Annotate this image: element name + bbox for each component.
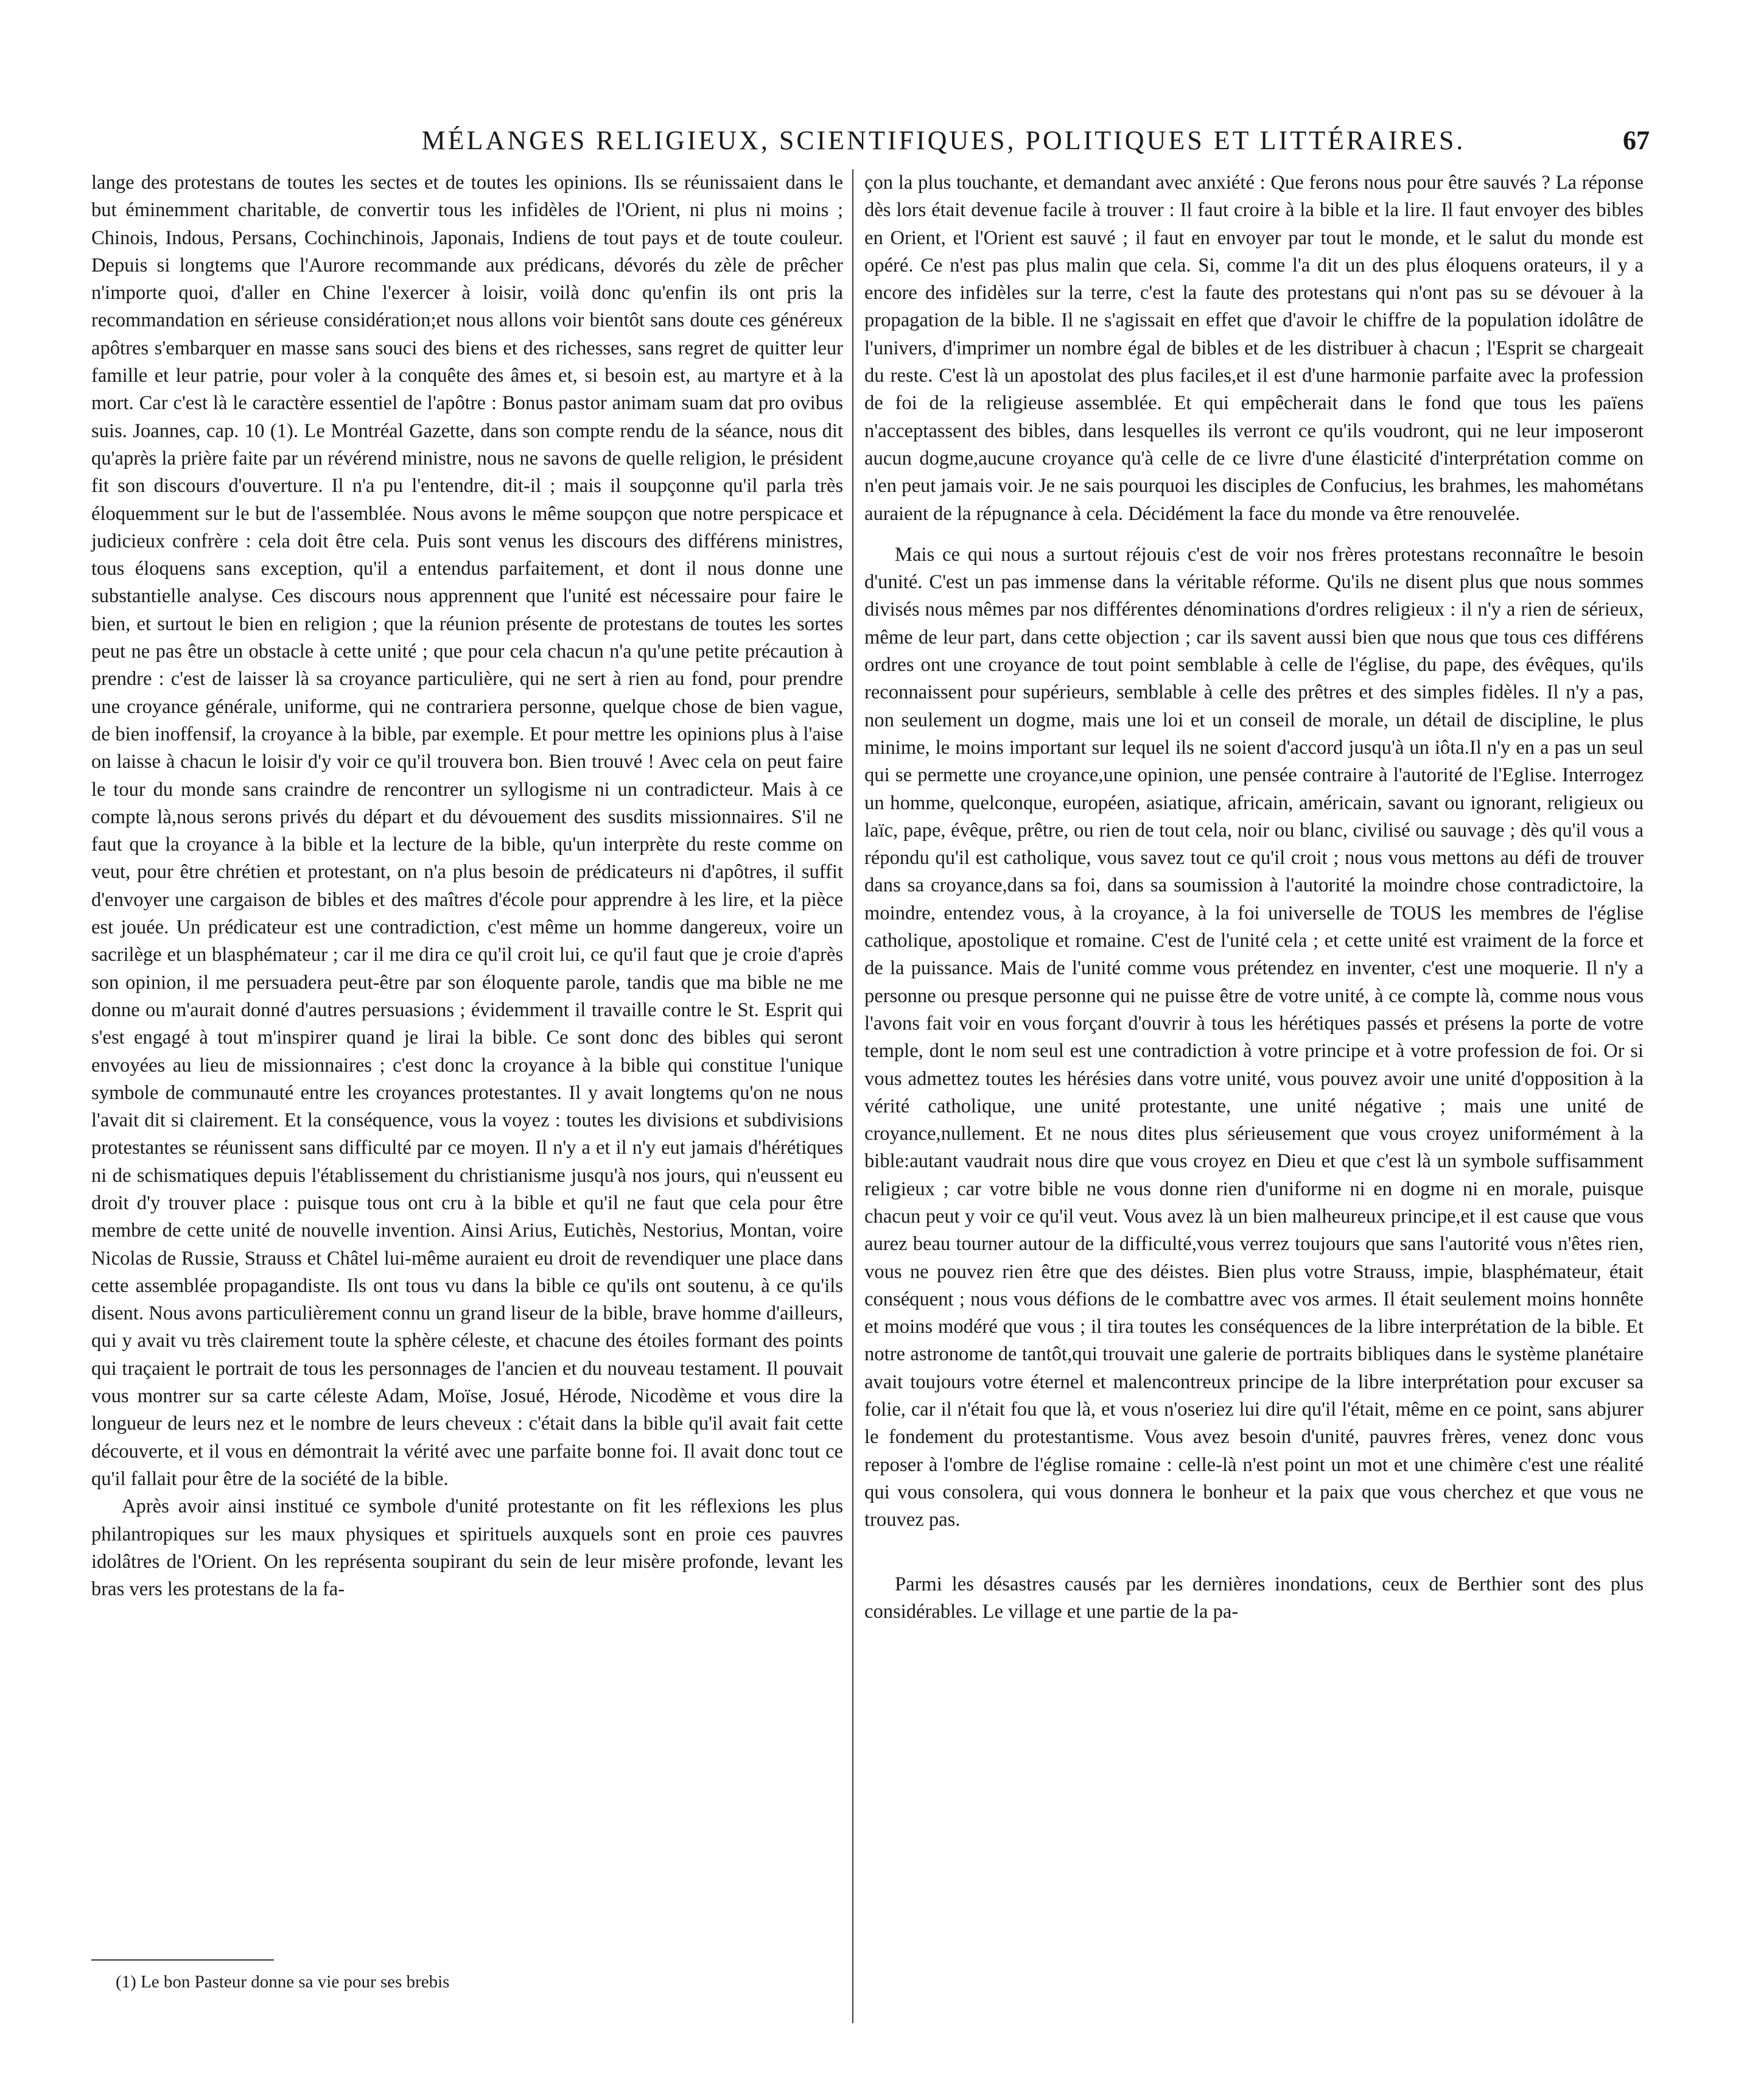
left-column	[91, 169, 843, 2008]
left-paragraph-1: lange des protestans de toutes les sectes et de toutes les opinions. Ils se réunissaient dans le but éminemment charitable, de convertir tous les infidèles de l'Orient, ni plus ni moins ; Chinois, Indous, Persans, Cochinchinois, Japonais, Indiens de tout pays et de toute couleur. Depuis si longtems que l'Aurore recommande aux prédicans, dévorés du zèle de prêcher n'importe quoi, d'aller en Chine l'exercer à loisir, voilà donc qu'enfin ils ont pris la recommandation en sérieuse considération;et nous allons voir bientôt sans doute ces généreux apôtres s'embarquer en masse sans souci des biens et des richesses, sans regret de quitter leur famille et leur patrie, pour voler à la conquête des âmes et, si besoin est, au martyre et à la mort. Car c'est là le caractère essentiel de l'apôtre : Bonus pastor animam suam dat pro ovibus suis. Joannes, cap. 10 (1). Le Montréal Gazette, dans son compte rendu de la séance, nous dit qu'après la prière faite par un révérend ministre, nous ne savons de quelle religion, le président fit son discours d'ouverture. Il n'a pu l'entendre, dit-il ; mais il soupçonne qu'il parla très éloquemment sur le but de l'assemblée. Nous avons le même soupçon que notre perspicace et judicieux confrère : cela doit être cela. Puis sont venus les discours des différens ministres, tous éloquens sans exception, qu'il a entendus parfaitement, et dont il nous donne une substantielle analyse. Ces discours nous apprennent que l'unité est nécessaire pour faire le bien, et surtout le bien en religion ; que la réunion présente de protestans de toutes les sortes peut ne pas être un obstacle à cette unité ; que pour cela chacun n'a qu'une petite précaution à prendre : c'est de laisser là sa croyance particulière, qui ne sert à rien au fond, pour prendre une croyance générale, uniforme, qui ne contrariera personne, quelque chose de bien vague, de bien inoffensif, la croyance à la bible, par exemple. Et pour mettre les opinions plus à l'aise on laisse à chacun le loisir d'y voir ce qu'il trouvera bon. Bien trouvé ! Avec cela on peut faire le tour du monde sans craindre de rencontrer un syllogisme ni un contradicteur. Mais à ce compte là,nous serons privés du départ et du dévouement des susdits missionnaires. S'il ne faut que la croyance à la bible et la lecture de la bible, qu'un interprète du reste comme on veut, pour être chrétien et protestant, on n'a plus besoin de prédicateurs ni d'apôtres, il suffit d'envoyer une cargaison de bibles et des maîtres d'école pour apprendre à les lire, et la pièce est jouée. Un prédicateur est une contradiction, c'est même un homme dangereux, voire un sacrilège et un blasphémateur ; car il me dira ce qu'il croit lui, ce qu'il faut que je croie d'après son opinion, il me persuadera peut-être par son éloquente parole, tandis que ma bible ne me donne ou m'aurait donné d'autres persuasions ; évidemment il travaille contre le St. Esprit qui s'est engagé à tout m'inspirer quand je lirai la bible. Ce sont donc des bibles qui seront envoyées au lieu de missionnaires ; c'est donc la croyance à la bible qui constitue l'unique symbole de communauté entre les croyances protestantes. Il y avait longtems qu'on ne nous l'avait dit si clairement. Et la conséquence, vous la voyez : toutes les divisions et subdivisions protestantes se réunissent sans difficulté par ce moyen. Il n'y a et il n'y eut jamais d'hérétiques ni de schismatiques depuis l'établissement du christianisme jusqu'à nos jours, qui n'eussent eu droit d'y trouver place : puisque tous ont cru à la bible et qu'il ne faut que cela pour être membre de cette unité de nouvelle invention. Ainsi Arius, Eutichès, Nestorius, Montan, voire Nicolas de Russie, Strauss et Châtel lui-même auraient eu droit de revendiquer une place dans cette assemblée propagandiste. Ils ont tous vu dans la bible ce qu'ils ont soutenu, à ce qu'ils disent. Nous avons particulièrement connu un grand liseur de la bible, brave homme d'ailleurs, qui y avait vu très clairement toute la sphère céleste, et chacune des étoiles formant des points qui traçaient le portrait de tous les personnages de l'ancien et du nouveau testament. Il pouvait vous montrer sur sa carte céleste Adam, Moïse, Josué, Hérode, Nicodème et vous dire la longueur de leurs nez et le nombre de leurs cheveux : c'était dans la bible qu'il avait fait cette découverte, et il vous en démontrait la vérité avec une parfaite bonne foi. Il avait donc tout ce qu'il fallait pour être de la société de la bible.	[91, 172, 843, 1490]
footnote: (1) Le bon Pasteur donne sa vie pour ses brebis	[116, 1972, 450, 1992]
right-column	[864, 169, 1644, 2032]
right-paragraph-1: çon la plus touchante, et demandant avec anxiété : Que ferons nous pour être sauvés ? La réponse dès lors était devenue facile à trouver : Il faut croire à la bible et la lire. Il faut envoyer des bibles en Orient, et l'Orient est sauvé ; il faut en envoyer par tout le monde, et le salut du monde est opéré. Ce n'est pas plus malin que cela. Si, comme l'a dit un des plus éloquens orateurs, il y a encore des infidèles sur la terre, c'est la faute des protestans qui n'ont pas su se dévouer à la propagation de la bible. Il ne s'agissait en effet que d'avoir le chiffre de la population idolâtre de l'univers, d'imprimer un nombre égal de bibles et de les distribuer à chacun ; l'Esprit se chargeait du reste. C'est là un apostolat des plus faciles,et il est d'une harmonie parfaite avec la profession de foi de la religieuse assemblée. Et qui empêcherait dans le fond que tous les païens n'acceptassent des bibles, dans lesquelles ils verront ce qu'ils voudront, qui ne leur imposeront aucun dogme,aucune croyance qu'à celle de ce livre d'une élasticité d'interprétation comme on n'en peut jamais voir. Je ne sais pourquoi les disciples de Confucius, les brahmes, les mahométans auraient de la répugnance à cela. Décidément la face du monde va être renouvelée.	[864, 172, 1644, 525]
running-head	[91, 125, 1650, 167]
footnote-rule	[91, 1959, 274, 1961]
left-paragraph-2: Après avoir ainsi institué ce symbole d'unité protestante on fit les réflexions les plus philantropiques sur les maux physiques et spirituels auxquels sont en proie ces pauvres idolâtres de l'Orient. On les représenta soupirant du sein de leur misère profonde, levant les bras vers les protestans de la fa-	[91, 1495, 843, 1601]
running-title: MÉLANGES RELIGIEUX, SCIENTIFIQUES, POLITIQUES ET LITTÉRAIRES.	[421, 125, 1466, 155]
right-paragraph-3: Parmi les désastres causés par les dernières inondations, ceux de Berthier sont des plus considérables. Le village et une partie de la pa-	[864, 1573, 1644, 1623]
right-paragraph-2: Mais ce qui nous a surtout réjouis c'est de voir nos frères protestans reconnaître le besoin d'unité. C'est un pas immense dans la véritable réforme. Qu'ils ne disent plus que nous sommes divisés nous mêmes par nos différentes dénominations d'ordres religieux : il n'y a rien de sérieux, même de leur part, dans cette objection ; car ils savent aussi bien que nous que tous ces différens ordres ont une croyance de tout point semblable à celle de l'église, du pape, des évêques, qu'ils reconnaissent pour supérieurs, semblable à celle des prêtres et des simples fidèles. Il n'y a pas, non seulement un dogme, mais une loi et un conseil de morale, un détail de discipline, le plus minime, le moins important sur lequel ils ne soient d'accord jusqu'à un iôta.Il n'y en a pas un seul qui se permette une croyance,une opinion, une pensée contraire à l'autorité de l'Eglise. Interrogez un homme, quelconque, européen, asiatique, africain, américain, savant ou ignorant, religieux ou laïc, pape, évêque, prêtre, ou rien de tout cela, noir ou blanc, civilisé ou sauvage ; dès qu'il vous a répondu qu'il est catholique, vous savez tout ce qu'il croit ; nous vous mettons au défi de trouver dans sa croyance,dans sa foi, dans sa soumission à l'autorité la moindre chose contradictoire, la moindre, entendez vous, à la croyance, à la foi universelle de TOUS les membres de l'église catholique, apostolique et romaine. C'est de l'unité cela ; et cette unité est vraiment de la force et de la puissance. Mais de l'unité comme vous prétendez en inventer, c'est une moquerie. Il n'y a personne ou presque personne qui ne puisse être de votre unité, à ce compte là, comme nous vous l'avons fait voir en vous forçant d'ouvrir à tous les hérétiques passés et présens la porte de votre temple, dont le nom seul est une contradiction à votre principe et à votre profession de foi. Or si vous admettez toutes les hérésies dans votre unité, vous pouvez avoir une unité d'opposition à la vérité catholique, une unité protestante, une unité négative ; mais une unité de croyance,nullement. Et ne nous dites plus sérieusement que vous croyez uniformément à la bible:autant vaudrait nous dire que vous croyez en Dieu et que c'est là un symbole suffisamment religieux ; car votre bible ne vous donne rien d'uniforme ni en dogme ni en morale, puisque chacun peut y voir ce qu'il veut. Vous avez là un bien malheureux principe,et il est cause que vous aurez beau tourner autour de la difficulté,vous verrez toujours que sans l'autorité vous n'êtes rien, vous ne pouvez rien être que des déistes. Bien plus votre Strauss, impie, blasphémateur, était conséquent ; nous vous défions de le combattre avec vos armes. Il était seulement moins honnête et moins modéré que vous ; il tira toutes les conséquences de la libre interprétation de la bible. Et notre astronome de tantôt,qui trouvait une galerie de portraits bibliques dans le système planétaire avait toujours votre éternel et malencontreux principe de la libre interprétation pour excuser sa folie, car il n'était fou que là, et vous n'oseriez lui dire qu'il l'était, même en ce point, sans abjurer le fondement du protestantisme. Vous avez besoin d'unité, pauvres frères, venez donc vous reposer à l'ombre de l'église romaine : celle-là n'est point un mot et une chimère c'est une réalité qui vous consolera, qui vous donnera le bonheur et la paix que vous cherchez et que vous ne trouvez pas.	[864, 543, 1644, 1531]
page-number: 67	[1623, 125, 1650, 155]
column-divider	[852, 169, 853, 2023]
